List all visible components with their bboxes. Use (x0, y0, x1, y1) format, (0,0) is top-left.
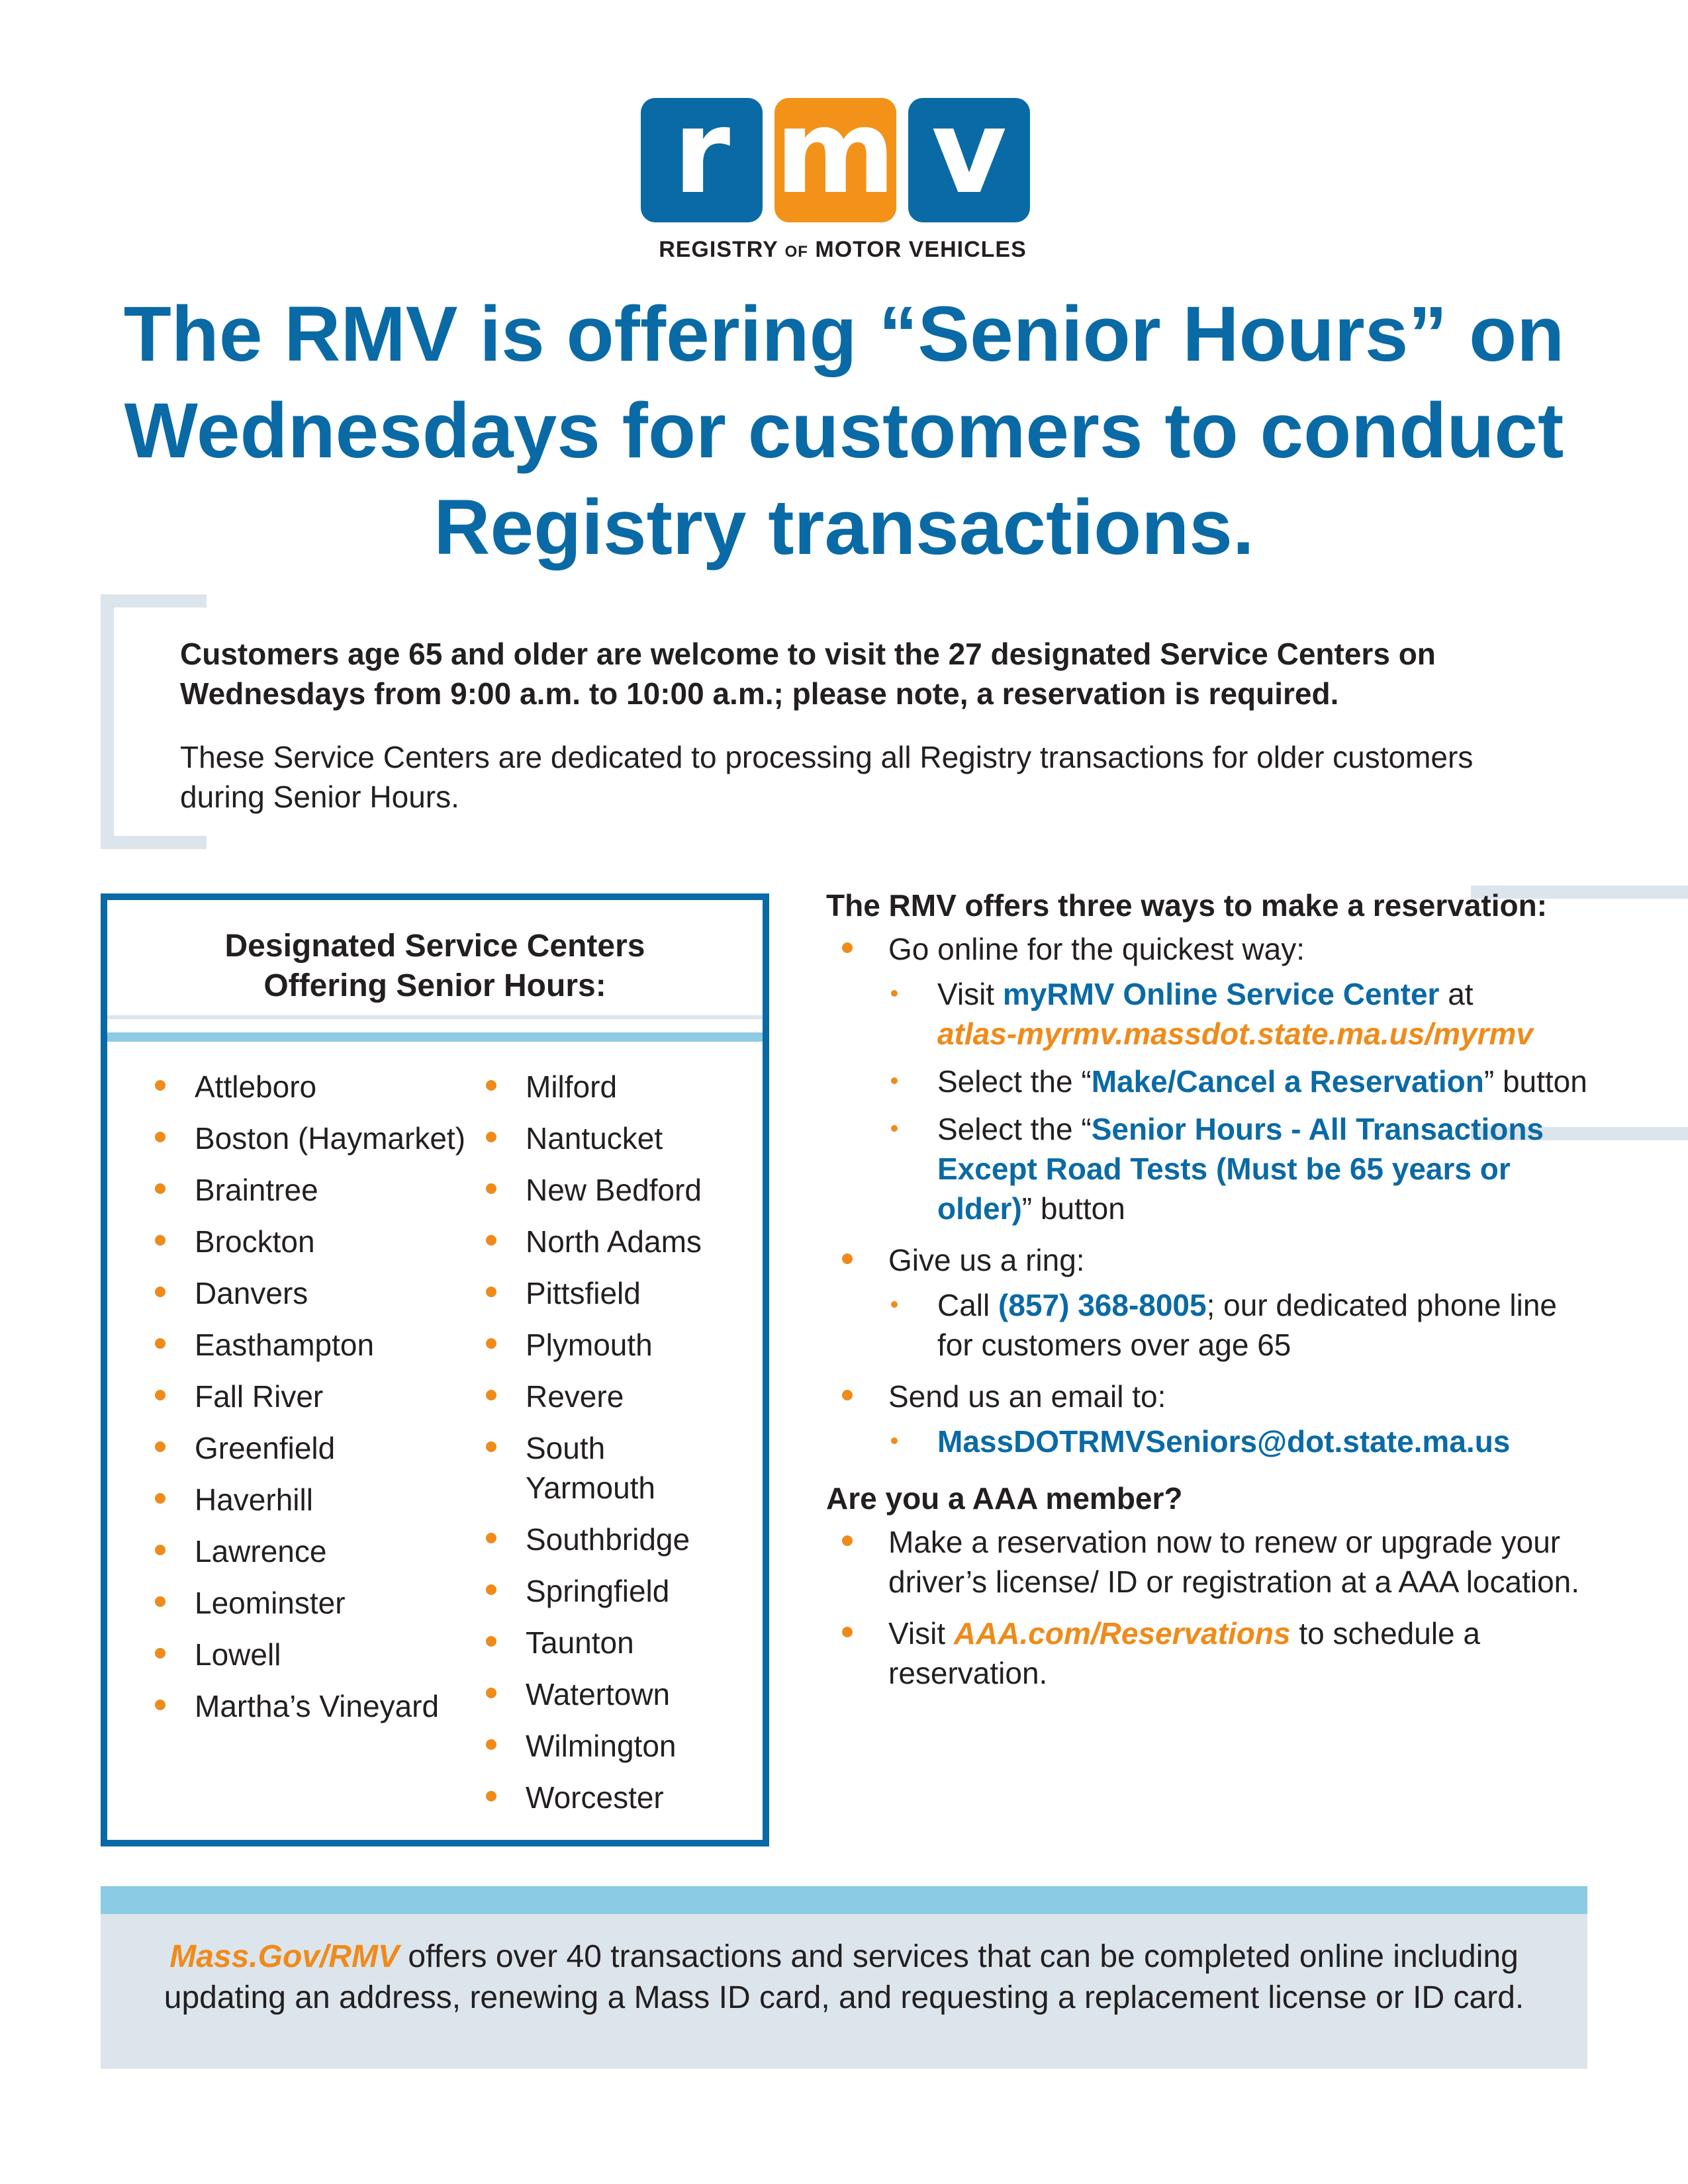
list-item: Martha’s Vineyard (147, 1686, 478, 1726)
mass-gov-rmv-link[interactable]: Mass.Gov/RMV (169, 1939, 399, 1974)
list-item: Call (857) 368-8005; our dedicated phone line for customers over age 65 (888, 1285, 1587, 1365)
list-item: Easthampton (147, 1325, 478, 1365)
logo-letter-m: m (774, 98, 896, 222)
footer-text: Mass.Gov/RMV offers over 40 transactions and services that can be completed online including updating an address, renewing a Mass ID card, and requesting a replacement license or ID card. (164, 1939, 1524, 2015)
list-item: Nantucket (478, 1118, 743, 1158)
list-item: Brockton (147, 1222, 478, 1261)
list-item: Select the “Make/Cancel a Reservation” button (888, 1062, 1587, 1101)
logo-letter-r: r (641, 98, 763, 222)
aaa-heading: Are you a AAA member? (826, 1481, 1183, 1516)
centers-list-col1 (147, 1067, 478, 1829)
intro-body: These Service Centers are dedicated to processing all Registry transactions for older customers during Senior Hours. (180, 740, 1474, 814)
list-item: Milford (478, 1067, 743, 1107)
rmv-logo (641, 85, 1045, 263)
list-item: Taunton (478, 1623, 743, 1662)
service-centers-box (101, 893, 769, 1846)
list-item: New Bedford (478, 1170, 743, 1210)
service-centers-title: Designated Service Centers Offering Senior Hours: (107, 900, 763, 1019)
intro-lead: Customers age 65 and older are welcome to visit the 27 designated Service Centers on Wednesdays from 9:00 a.m. to 10:00 a.m.; please note, a reservation is required. (180, 637, 1436, 711)
list-item: Danvers (147, 1273, 478, 1313)
logo-subtitle: REGISTRY OF MOTOR VEHICLES (659, 237, 1027, 262)
list-item: Select the “Senior Hours - All Transactions Except Road Tests (Must be 65 years or older)” button (888, 1109, 1587, 1228)
list-item: Fall River (147, 1377, 478, 1416)
intro-section (180, 634, 1524, 817)
myrmv-link[interactable]: myRMV Online Service Center (1002, 977, 1440, 1011)
list-item: Greenfield (147, 1428, 478, 1468)
list-item: Wilmington (478, 1726, 743, 1766)
page-title: The RMV is offering “Senior Hours” on Wednesdays for customers to conduct Registry transactions. (123, 291, 1565, 571)
list-item: Lowell (147, 1635, 478, 1674)
list-item: Visit AAA.com/Reservations to schedule a reservation. (826, 1614, 1587, 1693)
list-item: Worcester (478, 1778, 743, 1817)
make-cancel-reservation-link: Make/Cancel a Reservation (1091, 1064, 1484, 1099)
aaa-reservations-link[interactable]: AAA.com/Reservations (953, 1616, 1291, 1651)
list-item: North Adams (478, 1222, 743, 1261)
reservation-online: Go online for the quickest way: Visit myRMV Online Service Center at atlas-myrmv.massdot.state.ma.us/myrmv Select the “Make/Cancel a Reservation” button Select the “Senior Hours - All Transactions Except Road Tests (Must be 65 years or older)” button (826, 929, 1587, 1228)
centers-list-col2 (478, 1067, 743, 1829)
list-item: Lawrence (147, 1531, 478, 1571)
reservation-section (826, 886, 1587, 1705)
senior-hours-link: Senior Hours - All Transactions Except Road Tests (Must be 65 years or older) (937, 1112, 1544, 1226)
list-item: Pittsfield (478, 1273, 743, 1313)
list-item: Revere (478, 1377, 743, 1416)
list-item: Springfield (478, 1571, 743, 1611)
footer-band (101, 1886, 1587, 1914)
email-link[interactable]: MassDOTRMVSeniors@dot.state.ma.us (937, 1424, 1511, 1459)
reservation-heading: The RMV offers three ways to make a reservation: (826, 888, 1548, 923)
list-item: Plymouth (478, 1325, 743, 1365)
logo-letter-v: v (908, 98, 1030, 222)
list-item: South Yarmouth (478, 1428, 743, 1508)
list-item: Attleboro (147, 1067, 478, 1107)
divider-band (107, 1032, 763, 1042)
reservation-email: Send us an email to: MassDOTRMVSeniors@dot.state.ma.us (826, 1377, 1587, 1461)
list-item: Leominster (147, 1583, 478, 1623)
list-item: Make a reservation now to renew or upgrade your driver’s license/ ID or registration at a AAA location. (826, 1522, 1587, 1602)
reservation-phone: Give us a ring: Call (857) 368-8005; our dedicated phone line for customers over age 65 (826, 1240, 1587, 1365)
list-item: Southbridge (478, 1520, 743, 1559)
list-item: Watertown (478, 1674, 743, 1714)
myrmv-url-link[interactable]: atlas-myrmv.massdot.state.ma.us/myrmv (937, 1017, 1533, 1051)
list-item: Braintree (147, 1170, 478, 1210)
footer-banner (101, 1886, 1587, 2069)
list-item: Visit myRMV Online Service Center at atlas-myrmv.massdot.state.ma.us/myrmv (888, 974, 1587, 1054)
list-item (888, 1422, 1587, 1461)
list-item: Haverhill (147, 1480, 478, 1520)
phone-number-link[interactable]: (857) 368-8005 (998, 1288, 1207, 1322)
list-item: Boston (Haymarket) (147, 1118, 478, 1158)
